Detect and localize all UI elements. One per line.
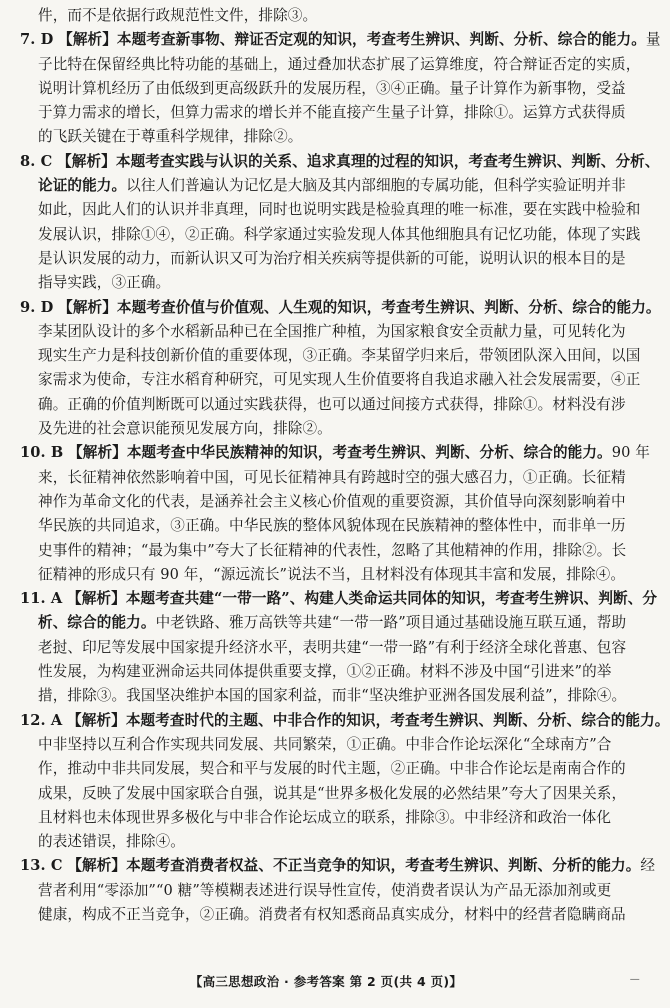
answer-key-body [20, 4, 670, 927]
analysis-text: 是认识发展的动力，而新认识又可为治疗相关疾病等提供新的可能，说明认识的根本目的是 [38, 249, 626, 267]
analysis-text: 李某团队设计的多个水稻新品种已在全国推广种植，为国家粮食安全贡献力量，可见转化为 [38, 322, 626, 340]
text-line [20, 223, 642, 247]
analysis-text: 神作为革命文化的代表，是涵养社会主义核心价值观的重要资源，其价值导向深刻影响着中 [38, 492, 626, 510]
text-line [20, 344, 642, 368]
analysis-text: 征精神的形成只有 90 年，“源远流长”说法不当，且材料没有体现其丰富和发展，排除④。 [38, 565, 626, 583]
text-line [20, 660, 642, 684]
analysis-text: 华民族的共同追求，③正确。中华民族的整体风貌体现在民族精神的整体性中，而非单一历 [38, 517, 626, 535]
analysis-tag: 【解析】 [58, 31, 117, 49]
analysis-text: 经 [640, 857, 656, 875]
text-line [20, 271, 642, 295]
topic-statement: 本题考查实践与认识的关系、追求真理的过程的知识，考查考生辨识、判断、分析、 [115, 152, 660, 170]
text-line [20, 733, 642, 757]
topic-statement: 本题考查共建“一带一路”、构建人类命运共同体的知识，考查考生辨识、判断、分 [125, 590, 658, 608]
analysis-tag: 【解析】 [68, 444, 127, 462]
analysis-text: 量 [645, 31, 661, 49]
text-line [20, 879, 642, 903]
text-line [20, 611, 642, 635]
analysis-text: 健康，构成不正当竞争，②正确。消费者有权知悉商品真实成分，材料中的经营者隐瞒商品 [38, 905, 626, 923]
text-line [20, 854, 656, 878]
text-line [20, 368, 642, 392]
text-line [20, 587, 658, 611]
topic-statement: 本题考查消费者权益、不正当竞争的知识，考查考生辨识、判断、分析的能力。 [126, 857, 641, 875]
topic-statement: 本题考查中华民族精神的知识，考查考生辨识、判断、分析、综合的能力。 [126, 444, 612, 462]
page-footer [0, 972, 652, 990]
analysis-tag: 【解析】 [67, 590, 126, 608]
analysis-text: 营者利用“零添加”“0 糖”等模糊表述进行误导性宣传，使消费者误认为产品无添加剂或更 [38, 881, 612, 899]
analysis-text: 子比特在保留经典比特功能的基础上，通过叠加状态扩展了运算维度，符合辩证否定的实质， [38, 55, 641, 73]
text-line [20, 636, 642, 660]
text-line [20, 563, 642, 587]
text-line [20, 28, 661, 52]
analysis-tag: 【解析】 [57, 152, 116, 170]
question-number: 12. A [20, 711, 63, 729]
text-line [20, 830, 642, 854]
topic-statement: 本题考查价值与价值观、人生观的知识，考查考生辨识、判断、分析、综合的能力。 [116, 298, 661, 316]
text-line [20, 514, 642, 538]
analysis-text: 老挝、印尼等发展中国家提升经济水平，表明共建“一带一路”有利于经济全球化普惠、包容 [38, 638, 627, 656]
text-line [20, 320, 642, 344]
text-line [20, 77, 642, 101]
text-line [20, 174, 642, 198]
analysis-text: 中老铁路、雅万高铁等共建“一带一路”项目通过基础设施互联互通，帮助 [155, 614, 627, 632]
analysis-text: 中非坚持以互利合作实现共同发展、共同繁荣，①正确。中非合作论坛深化“全球南方”合 [38, 735, 612, 753]
text-line [20, 757, 642, 781]
analysis-text: 于算力需求的增长，但算力需求的增长并不能直接产生量子计算，排除①。运算方式获得质 [38, 104, 626, 122]
question-number: 10. B [20, 444, 64, 462]
analysis-text: 成果，反映了发展中国家联合自强，说其是“世界多极化发展的必然结果”夸大了因果关系， [38, 784, 627, 802]
analysis-text: 90 年 [611, 444, 650, 462]
text-line [20, 806, 642, 830]
analysis-text: 措，排除③。我国坚决维护本国的国家利益，而非“坚决维护亚洲各国发展利益”，排除④。 [38, 687, 627, 705]
analysis-text: 现实生产力是科技创新价值的重要体现，③正确。李某留学归来后，带领团队深入田间，以国 [38, 347, 641, 365]
analysis-text: 及先进的社会意识能预见发展方向，排除②。 [38, 420, 332, 438]
question-number: 11. A [20, 590, 63, 608]
text-line [20, 198, 642, 222]
topic-statement: 论证的能力。 [38, 177, 127, 195]
text-line [20, 53, 642, 77]
text-line [20, 296, 661, 320]
text-line [20, 709, 670, 733]
topic-statement: 本题考查新事物、辩证否定观的知识，考查考生辨识、判断、分析、综合的能力。 [116, 31, 646, 49]
text-line [20, 684, 642, 708]
analysis-text: 作，推动中非共同发展，契合和平与发展的时代主题，②正确。中非合作论坛是南南合作的 [38, 760, 626, 778]
text-line [20, 150, 660, 174]
text-line [20, 417, 642, 441]
question-number: 13. C [20, 857, 63, 875]
analysis-tag: 【解析】 [67, 857, 127, 875]
analysis-text: 以往人们普遍认为记忆是大脑及其内部细胞的专属功能，但科学实验证明并非 [126, 177, 626, 195]
question-number: 9. D [20, 298, 54, 316]
analysis-text: 家需求为使命，专注水稻育种研究，可见实现人生价值要将自我追求融入社会发展需要，④正 [38, 371, 641, 389]
analysis-text: 史事件的精神；“最为集中”夸大了长征精神的代表性，忽略了其他精神的作用，排除②。长 [38, 541, 627, 559]
analysis-text: 的表述错误，排除④。 [38, 833, 185, 851]
text-line [20, 4, 642, 28]
text-line [20, 441, 650, 465]
text-line [20, 247, 642, 271]
text-line [20, 903, 642, 927]
text-line [20, 466, 642, 490]
analysis-text: 且材料也未体现世界多极化与中非合作论坛成立的联系，排除③。中非经济和政治一体化 [38, 808, 612, 826]
topic-statement: 析、综合的能力。 [38, 614, 156, 632]
analysis-text: 如此，因此人们的认识并非真理，同时也说明实践是检验真理的唯一标准，要在实践中检验和 [38, 201, 641, 219]
analysis-text: 件，而不是依据行政规范性文件，排除③。 [38, 7, 318, 24]
text-line [20, 490, 642, 514]
analysis-text: 性发展，为构建亚洲命运共同体提供重要支撑，①②正确。材料不涉及中国“引进来”的举 [38, 663, 612, 681]
text-line [20, 101, 642, 125]
footer-text: 【高三思想政治 · 参考答案 第 2 页(共 4 页)】 [189, 974, 463, 989]
analysis-tag: 【解析】 [67, 711, 126, 729]
text-line [20, 125, 642, 149]
topic-statement: 本题考查时代的主题、中非合作的知识，考查考生辨识、判断、分析、综合的能力。 [125, 711, 670, 729]
question-number: 8. C [20, 152, 53, 170]
text-line [20, 539, 642, 563]
analysis-tag: 【解析】 [58, 298, 117, 316]
analysis-text: 说明计算机经历了由低级到更高级跃升的发展历程，③④正确。量子计算作为新事物，受益 [38, 79, 626, 97]
analysis-text: 确。正确的价值判断既可以通过实践获得，也可以通过间接方式获得，排除①。材料没有涉 [38, 395, 626, 413]
question-number: 7. D [20, 31, 54, 49]
text-line [20, 393, 642, 417]
analysis-text: 指导实践，③正确。 [38, 274, 171, 292]
text-line [20, 782, 642, 806]
analysis-text: 的飞跃关键在于尊重科学规律，排除②。 [38, 128, 303, 146]
analysis-text: 来，长征精神依然影响着中国，可见长征精神具有跨越时空的强大感召力，①正确。长征精 [38, 468, 626, 486]
analysis-text: 发展认识，排除①④，②正确。科学家通过实验发现人体其他细胞具有记忆功能，体现了实践 [38, 225, 641, 243]
footer-mark: — [629, 974, 640, 985]
